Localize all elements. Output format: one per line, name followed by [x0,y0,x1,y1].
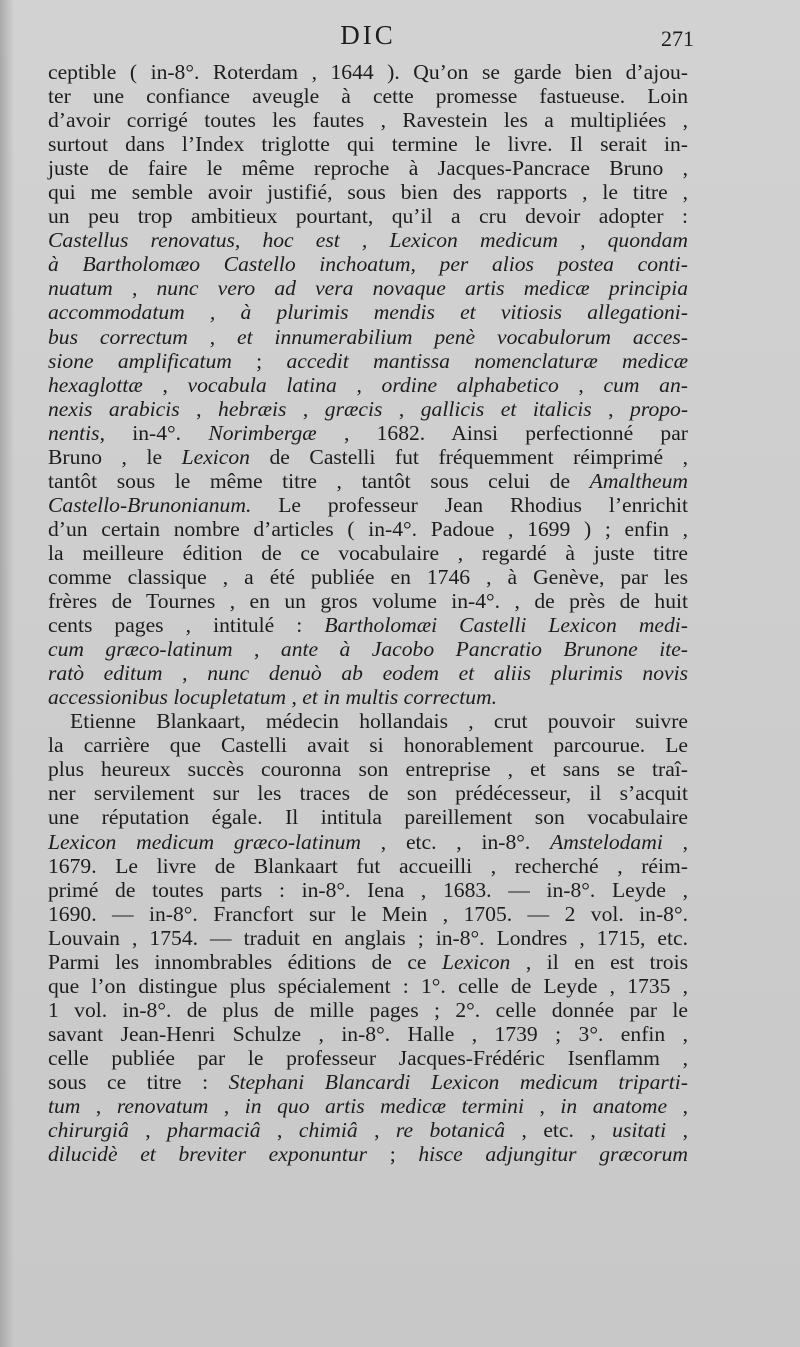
text-line [48,565,688,589]
italic-segment: usitati [612,1118,667,1143]
italic-segment: hexaglottæ [48,372,143,397]
text-segment: , etc. , [505,1118,613,1143]
italic-segment: Lexicon [181,444,250,469]
italic-segment: Stephani Blancardi Lexicon medicum triparti- [228,1069,688,1094]
text-segment: la carrière que Castelli avait si honorablement parcourue. Le [48,733,688,758]
italic-segment: nunc denuò ab eodem et aliis plurimis novis [207,661,689,686]
text-segment: que l’on distingue plus spécialement : 1°. celle de Leyde , 1735 , [48,973,688,998]
italic-segment: cum an- [603,372,688,397]
text-line [48,902,688,926]
text-segment: ter une confiance aveugle à cette promesse fastueuse. Loin [48,84,688,109]
italic-segment: Castellus renovatus, hoc est , Lexicon medicum , quondam [48,228,688,253]
text-line [48,517,688,541]
italic-segment: pharmaciâ [167,1118,261,1143]
text-segment: sous ce titre : [48,1069,229,1094]
text-segment: , [558,372,604,397]
text-segment: , [357,1118,396,1143]
text-line [48,709,688,733]
text-segment: , etc. , in-8°. [361,829,551,854]
text-line [48,854,688,878]
text-segment: , [591,396,631,421]
italic-segment: Bartholomæi Castelli Lexicon medi- [324,613,688,638]
text-segment: 1 vol. in-8°. de plus de mille pages ; 2°. celle donnée par le [48,997,688,1022]
italic-segment: in quo artis medicæ termini [244,1094,524,1119]
text-line [48,276,688,300]
body-text [48,60,688,1166]
text-line [48,349,688,373]
italic-segment: chirurgiâ [48,1118,129,1143]
text-segment: Le professeur Jean Rhodius l’enrichit [251,492,688,517]
italic-segment: ratò editum [48,661,163,686]
italic-segment: et innumerabilium penè vocabulorum acces- [237,324,688,349]
text-segment: cents pages , intitulé : [48,613,325,638]
text-segment: ceptible ( in-8°. Roterdam , 1644 ). Qu’on se garde bien d’ajou- [48,60,688,84]
text-line [48,1094,688,1118]
text-line [48,878,688,902]
text-line [48,445,688,469]
text-segment: d’un certain nombre d’articles ( in-4°. Padoue , 1699 ) ; enfin , [48,516,688,541]
italic-segment: hebræis [218,396,287,421]
italic-segment: nentis [48,420,100,445]
running-title: DIC [340,20,396,50]
text-segment: primé de toutes parts : in-8°. Iena , 1683. — in-8°. Leyde , [48,877,688,902]
text-segment: , [187,324,238,349]
text-segment: , [232,637,281,662]
text-segment: , [286,396,325,421]
text-line [48,60,688,84]
text-segment: , [128,1118,168,1143]
text-line [48,1046,688,1070]
text-segment: qui me semble avoir justifié, sous bien des rapports , le titre , [48,180,688,205]
text-segment: la meilleure édition de ce vocabulaire , regardé à juste titre [48,540,688,565]
text-segment: savant Jean-Henri Schulze , in-8°. Halle , 1739 ; 3°. enfin , [48,1021,688,1046]
text-segment: un peu trop ambitieux pourtant, qu’il a cru devoir adopter : [48,204,688,229]
text-line [48,685,688,709]
italic-segment: vocabula latina [187,372,337,397]
text-line [48,469,688,493]
italic-segment: accessionibus locupletatum [48,685,287,710]
text-line [48,325,688,349]
text-segment: , [336,372,382,397]
text-segment: surtout dans l’Index triglotte qui termine le livre. Il serait in- [48,132,688,157]
italic-segment: gallicis et italicis [420,396,592,421]
text-line [48,757,688,781]
text-line [48,1142,688,1166]
text-segment: tantôt sous le même titre , tantôt sous celui de [48,468,590,493]
text-line [48,830,688,854]
text-segment: ner servilement sur les traces de son prédécesseur, il s’acquit [48,781,688,806]
text-line [48,252,688,276]
italic-segment: Norimbergæ [208,420,317,445]
text-line [48,373,688,397]
text-line [48,541,688,565]
text-line [48,180,688,204]
italic-segment: dilucidè et breviter exponuntur [48,1142,368,1167]
text-segment: frères de Tournes , en un gros volume in-4°. , de près de huit [48,589,688,614]
text-segment: , [662,829,688,854]
italic-segment: ante à Jacobo Pancratio Brunone ite- [280,637,688,662]
text-line [48,637,688,661]
italic-segment: in anatome [560,1094,668,1119]
text-line [48,421,688,445]
italic-segment: chimiâ [298,1118,358,1143]
text-line [48,397,688,421]
text-segment: , [523,1094,561,1119]
text-segment: Bruno , le [48,444,182,469]
italic-segment: cum græco-latinum [48,637,233,662]
text-line [48,805,688,829]
italic-segment: Amaltheum [589,468,688,493]
text-segment: , [286,685,303,710]
text-segment: , [80,1094,117,1119]
italic-segment: renovatum [116,1094,209,1119]
text-segment: , [666,1118,688,1143]
text-segment: Parmi les innombrables éditions de ce [48,949,442,974]
text-line [48,733,688,757]
italic-segment: et in multis correctum. [302,685,498,710]
text-segment: , 1682. Ainsi perfectionné par [316,420,689,445]
text-line [48,84,688,108]
text-line [48,613,688,637]
text-line [48,156,688,180]
text-segment: comme classique , a été publiée en 1746 , à Genève, par les [48,564,688,589]
italic-segment: sione amplificatum [48,348,232,373]
text-line [48,998,688,1022]
text-line [48,926,688,950]
text-segment: Louvain , 1754. — traduit en anglais ; in-8°. Londres , 1715, etc. [48,925,688,950]
text-segment: de Castelli fut fréquemment réimprimé , [249,444,688,469]
text-segment: , [208,1094,245,1119]
italic-segment: græcis [324,396,383,421]
italic-segment: accedit mantissa nomenclaturæ medicæ [286,348,689,373]
text-line [48,300,688,324]
text-line [48,1022,688,1046]
text-segment: juste de faire le même reproche à Jacques-Pancrace Bruno , [48,156,688,181]
italic-segment: à Bartholomæo Castello inchoatum, per alios postea conti- [48,252,688,277]
text-segment: ; [367,1142,419,1167]
running-head [48,20,694,60]
text-segment: plus heureux succès couronna son entreprise , et sans se traî- [48,757,688,782]
text-segment: , il en est trois [510,949,688,974]
text-segment: , [162,661,208,686]
italic-segment: nexis arabicis [48,396,180,421]
text-segment: , [260,1118,299,1143]
text-segment: 1679. Le livre de Blankaart fut accueilli , recherché , réim- [48,853,688,878]
text-line [48,493,688,517]
italic-segment: accommodatum , à plurimis mendis et vitiosis allegationi- [48,300,688,325]
italic-segment: propo- [630,396,689,421]
italic-segment: ordine alphabetico [381,372,559,397]
text-segment: d’avoir corrigé toutes les fautes , Ravestein les a multipliées , [48,108,688,133]
text-segment: 1690. — in-8°. Francfort sur le Mein , 1705. — 2 vol. in-8°. [48,901,688,926]
italic-segment: hisce adjungitur græcorum [418,1142,689,1167]
text-line [48,661,688,685]
text-line [48,108,688,132]
italic-segment: tum [48,1094,81,1119]
text-segment: , [382,396,421,421]
italic-segment: nuatum , nunc vero ad vera novaque artis medicæ principia [48,276,688,301]
text-line [48,228,688,252]
text-segment: Etienne Blankaart, médecin hollandais , crut pouvoir suivre [70,709,688,734]
italic-segment: Lexicon [442,949,511,974]
text-segment: ; [231,348,287,373]
text-line [48,132,688,156]
text-segment: , [667,1094,688,1119]
italic-segment: Amstelodami [550,829,663,854]
text-line [48,781,688,805]
page-number: 271 [661,26,694,51]
text-line [48,204,688,228]
italic-segment: Lexicon medicum græco-latinum [48,829,362,854]
text-line [48,1118,688,1142]
text-segment: , in-4°. [99,420,209,445]
text-segment: une réputation égale. Il intitula pareillement son vocabulaire [48,805,688,830]
text-segment: , [142,372,188,397]
italic-segment: re botanicâ [395,1118,506,1143]
text-segment: celle publiée par le professeur Jacques-Frédéric Isenflamm , [48,1045,688,1070]
text-line [48,1070,688,1094]
text-line [48,589,688,613]
text-line [48,950,688,974]
text-segment: , [179,396,219,421]
text-line [48,974,688,998]
italic-segment: Castello-Brunonianum. [48,492,252,517]
italic-segment: bus correctum [48,324,188,349]
